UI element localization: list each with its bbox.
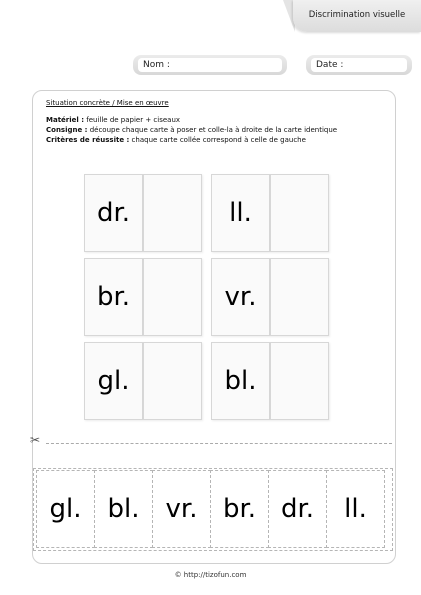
reference-card: dr. [84,174,143,252]
reference-card: bl. [211,342,270,420]
name-field [133,55,287,75]
cut-line [46,443,392,444]
worksheet-title: Discrimination visuelle [308,10,406,20]
empty-slot [270,342,329,420]
materiel-label: Matériel : [46,116,85,124]
empty-slot [270,258,329,336]
empty-slot [143,342,202,420]
consigne-label: Consigne : [46,126,88,134]
criteres-label: Critères de réussite : [46,136,130,144]
cutout-card: bl. [94,470,153,548]
empty-slot [143,258,202,336]
header-tab [293,0,421,32]
situation-heading: Situation concrète / Mise en œuvre [46,99,169,107]
cutout-card: gl. [36,470,95,548]
consigne-text: découpe chaque carte à poser et colle-la à droite de la carte identique [87,126,338,134]
date-label: Date : [311,58,407,72]
cutout-card: ll. [326,470,385,548]
name-label: Nom : [138,58,282,72]
scissors-icon: ✂ [30,433,41,447]
reference-card: br. [84,258,143,336]
empty-slot [270,174,329,252]
materiel-line [46,116,180,124]
empty-slot [143,174,202,252]
criteres-line [46,136,306,144]
footer-copyright: © http://tizofun.com [174,571,247,579]
reference-card: gl. [84,342,143,420]
reference-card: vr. [211,258,270,336]
consigne-line [46,126,337,134]
cutout-card: dr. [268,470,327,548]
cutout-card: br. [210,470,269,548]
date-field [306,55,412,75]
cutout-card: vr. [152,470,211,548]
materiel-text: feuille de papier + ciseaux [84,116,181,124]
criteres-text: chaque carte collée correspond à celle de gauche [129,136,306,144]
reference-card: ll. [211,174,270,252]
